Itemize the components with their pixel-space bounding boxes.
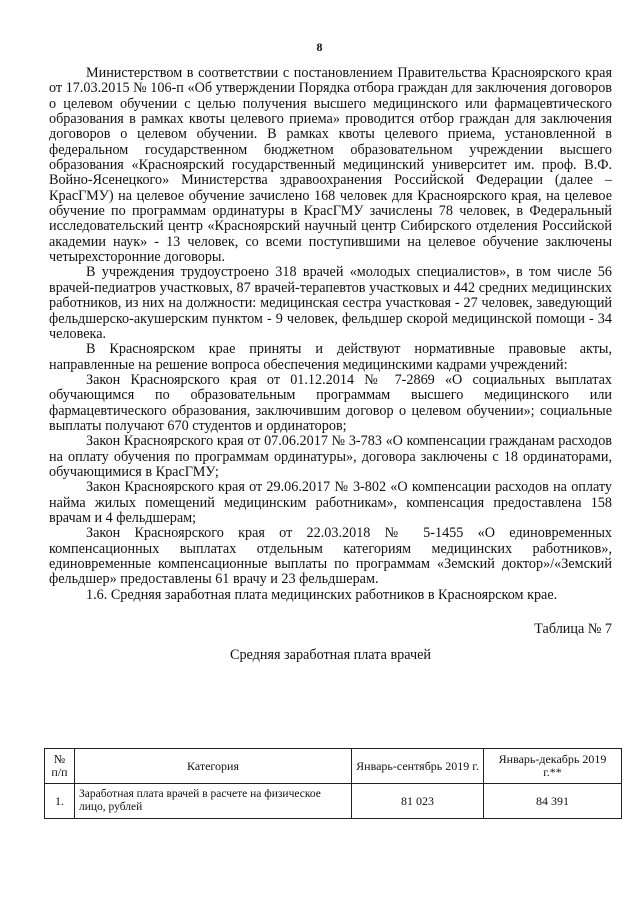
paragraph: Закон Красноярского края от 29.06.2017 № 3-802 «О компенсации расходов на оплату найма жилых помещений медицинским работникам», компенсация предоставлена 158 врачам и 4 фельдшерам; xyxy=(49,479,612,526)
salary-table xyxy=(44,748,622,819)
cell-category: Заработная плата врачей в расчете на физическое лицо, рублей xyxy=(75,784,352,819)
table-header-row xyxy=(45,749,622,784)
header-jan-dec: Январь-декабрь 2019 г.** xyxy=(484,749,622,784)
page-number: 8 xyxy=(316,40,323,54)
table-title: Средняя заработная плата врачей xyxy=(229,647,432,664)
paragraph: Министерством в соответствии с постановлением Правительства Красноярского края от 17.03.2015 № 106-п «Об утверждении Порядка отбора граждан для заключения договоров о целевом обучении с целью получения высшего медицинского или фармацевтического образования в рамках квоты целевого приема» проводится отбор граждан для заключения договоров о целевом обучении. В рамках квоты целевого приема, установленной в федеральном государственном бюджетном образовательном учреждении высшего образования «Красноярский государственный медицинский университет им. проф. В.Ф. Войно-Ясенецкого» Министерства здравоохранения Российской Федерации (далее – КрасГМУ) на целевое обучение зачислено 168 человек для Красноярского края, на целевое обучение по программам ординатуры в КрасГМУ зачислены 78 человек, в Федеральный исследовательский центр «Красноярский научный центр Сибирского отделения Российской академии наук» - 13 человек, со всеми поступившими на целевое обучение заключены четырехсторонние договоры. xyxy=(49,65,612,266)
table-row xyxy=(45,784,622,819)
table-caption: Таблица № 7 xyxy=(534,621,612,638)
cell-jan-dec: 84 391 xyxy=(484,784,622,819)
paragraph: Закон Красноярского края от 01.12.2014 № 7-2869 «О социальных выплатах обучающимся по образовательным программам высшего медицинского или фармацевтического образования, заключившим договор о целевом обучении»; социальные выплаты получают 670 студентов и ординаторов; xyxy=(49,371,612,434)
cell-index: 1. xyxy=(45,784,75,819)
header-jan-sep: Январь-сентябрь 2019 г. xyxy=(352,749,484,784)
document-body xyxy=(49,66,612,663)
header-category: Категория xyxy=(75,749,352,784)
section-heading: 1.6. Средняя заработная плата медицинских работников в Красноярском крае. xyxy=(86,586,558,603)
paragraph: Закон Красноярского края от 22.03.2018 № 5-1455 «О единовременных компенсационных выплатах отдельным категориям медицинских работников», единовременные компенсационные выплаты по программам «Земский доктор»/«Земский фельдшер» предоставлены 61 врачу и 23 фельдшерам. xyxy=(49,525,612,588)
paragraph: В Красноярском крае приняты и действуют нормативные правовые акты, направленные на решение вопроса обеспечения медицинскими кадрами учреждений: xyxy=(49,341,612,373)
paragraph: Закон Красноярского края от 07.06.2017 № 3-783 «О компенсации гражданам расходов на оплату обучения по программам ординатуры», договора заключены с 18 ординаторами, обучающимися в КрасГМУ; xyxy=(49,433,612,480)
paragraph: В учреждения трудоустроено 318 врачей «молодых специалистов», в том числе 56 врачей-педиатров участковых, 87 врачей-терапевтов участковых и 442 средних медицинских работников, из них на должности: медицинская сестра участковая - 27 человек, заведующий фельдшерско-акушерским пунктом - 9 человек, фельдшер скорой медицинской помощи - 34 человека. xyxy=(49,264,612,342)
cell-jan-sep: 81 023 xyxy=(352,784,484,819)
header-index: № п/п xyxy=(45,749,75,784)
